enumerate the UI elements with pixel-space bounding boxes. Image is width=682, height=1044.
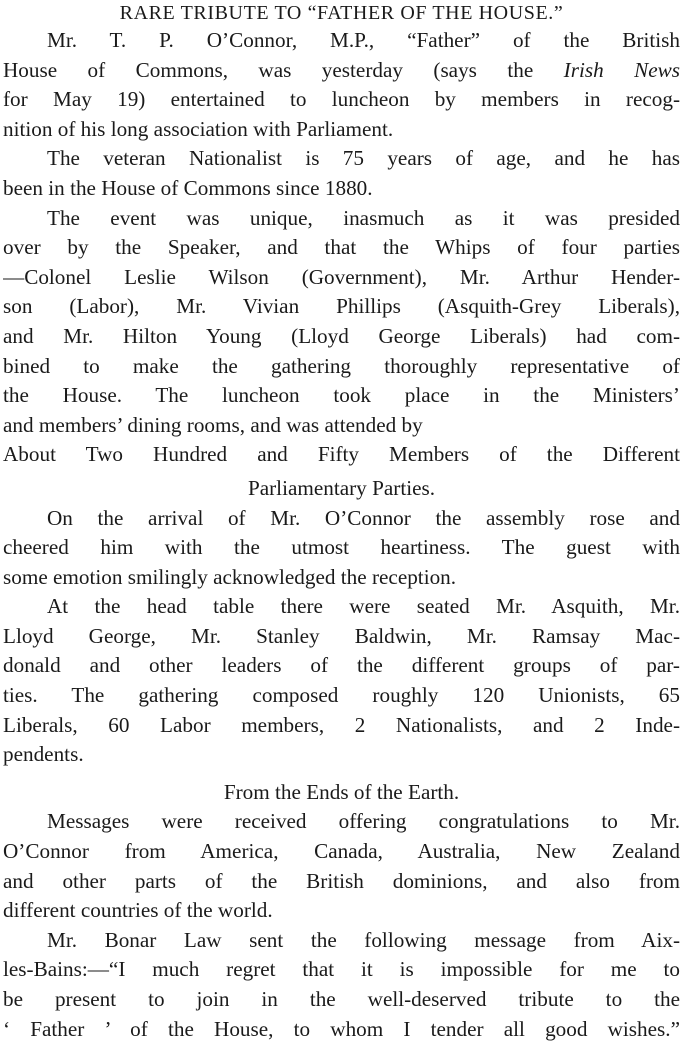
paragraph-1 — [3, 26, 680, 144]
text-line: for May 19) entertained to luncheon by members in recog- — [3, 87, 680, 112]
text-line: and other parts of the British dominions, and also from — [3, 868, 680, 893]
text-line: The veteran Nationalist is 75 years of age, and he has — [47, 146, 680, 171]
paragraph-3 — [3, 204, 680, 441]
headline: RARE TRIBUTE TO “FATHER OF THE HOUSE.” — [119, 2, 564, 24]
text-fragment: House of Commons, was yesterday (says the — [3, 57, 534, 82]
paragraph-6 — [3, 807, 680, 925]
paragraph-7 — [3, 926, 680, 1044]
text-line: ‘ Father ’ of the House, to whom I tender all good wishes.” — [3, 1016, 680, 1041]
subheading-line: Parliamentary Parties. — [247, 475, 436, 500]
text-line: pendents. — [3, 742, 84, 767]
text-line: On the arrival of Mr. O’Connor the assembly rose and — [47, 505, 680, 530]
text-line: Liberals, 60 Labor members, 2 Nationalists, and 2 Inde- — [3, 712, 680, 737]
text-line: —Colonel Leslie Wilson (Government), Mr. Arthur Hender- — [3, 264, 680, 289]
text-line: ties. The gathering composed roughly 120 Unionists, 65 — [3, 683, 680, 708]
subheading-2: From the Ends of the Earth. — [223, 779, 460, 804]
paragraph-2 — [3, 144, 680, 203]
text-line: nition of his long association with Parliament. — [3, 116, 394, 141]
text-line: The event was unique, inasmuch as it was presided — [47, 205, 680, 230]
text-line: and members’ dining rooms, and was attended by — [3, 412, 423, 437]
text-line: the House. The luncheon took place in the Ministers’ — [3, 383, 680, 408]
text-line: Mr. Bonar Law sent the following message from Aix- — [47, 927, 680, 952]
text-line: les-Bains:—“I much regret that it is impossible for me to — [3, 957, 680, 982]
subheading-line: About Two Hundred and Fifty Members of the Different — [3, 442, 680, 467]
text-line: been in the House of Commons since 1880. — [3, 175, 373, 200]
text-line: Lloyd George, Mr. Stanley Baldwin, Mr. Ramsay Mac- — [3, 623, 680, 648]
paragraph-4 — [3, 504, 680, 593]
text-line: over by the Speaker, and that the Whips of four parties — [3, 235, 680, 260]
text-line: donald and other leaders of the different groups of par- — [3, 653, 680, 678]
paragraph-5 — [3, 592, 680, 770]
text-line: different countries of the world. — [3, 898, 273, 923]
text-line: be present to join in the well-deserved tribute to the — [3, 987, 680, 1011]
text-line: At the head table there were seated Mr. Asquith, Mr. — [47, 594, 680, 619]
text-line: O’Connor from America, Canada, Australia, New Zealand — [3, 839, 680, 864]
text-line: bined to make the gathering thoroughly representative of — [3, 353, 680, 378]
subheading-1 — [3, 440, 680, 503]
text-line: cheered him with the utmost heartiness. The guest with — [3, 535, 680, 560]
text-line: Mr. T. P. O’Connor, M.P., “Father” of the British — [47, 28, 680, 52]
publication-name: Irish News — [563, 57, 680, 82]
text-line: and Mr. Hilton Young (Lloyd George Liberals) had com- — [3, 323, 680, 348]
text-line: Messages were received offering congratulations to Mr. — [47, 809, 680, 834]
text-line — [3, 56, 680, 86]
text-line: son (Labor), Mr. Vivian Phillips (Asquith-Grey Liberals), — [3, 294, 680, 319]
text-line: some emotion smilingly acknowledged the reception. — [3, 564, 457, 589]
